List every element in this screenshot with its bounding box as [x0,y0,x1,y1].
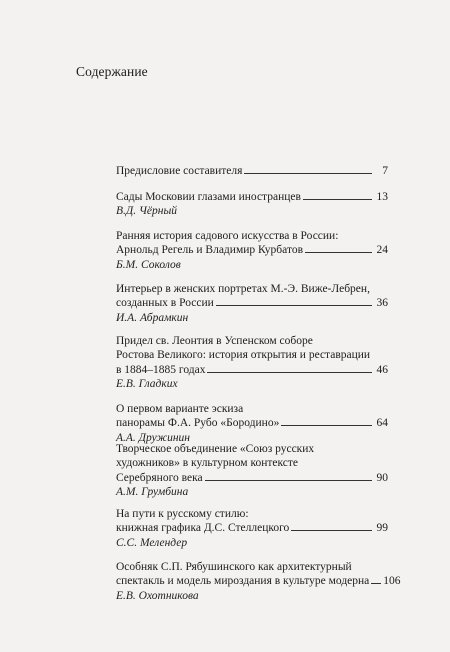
toc-entry-author: Е.В. Охотникова [116,589,199,602]
toc-entry-5 [116,402,388,445]
toc-heading: Содержание [76,64,148,79]
toc-entry-title-line [116,296,388,310]
toc-entry-title: Интерьер в женских портретах М.-Э. Виже-Лебрен, [116,283,370,295]
toc-entry-title: в 1884–1885 годах [116,363,206,376]
toc-entry-title: панорамы Ф.А. Рубо «Бородино» [116,417,280,430]
toc-entry-6 [116,442,388,500]
toc-entry-author: А.А. Дружинин [116,431,191,444]
toc-entry-title: Ранняя история садового искусства в России: [116,230,339,242]
toc-leader [207,372,372,373]
toc-page-number: 24 [376,244,388,257]
toc-entry-title: Арнольд Регель и Владимир Курбатов [116,244,304,257]
toc-leader [244,173,372,174]
toc-leader [371,583,381,584]
toc-entry-7 [116,507,388,550]
toc-entry-title: Особняк С.П. Рябушинского как архитектурный [116,561,352,573]
toc-page-number: 7 [382,165,388,177]
toc-entry-author: И.А. Абрамкин [116,311,189,324]
toc-page-number: 46 [376,363,388,376]
toc-entry-preface [116,164,388,178]
toc-leader [291,530,372,531]
toc-entry-title-line [116,363,388,377]
toc-page-number: 106 [383,575,401,588]
toc-entry-title-line [116,521,388,535]
toc-entry-title-line [116,190,388,204]
toc-page-number: 90 [376,471,388,484]
toc-entry-title-line [116,243,388,257]
toc-page-number: 64 [376,417,388,430]
toc-entry-title-line [116,416,388,430]
toc-entry-title: спектакль и модель мироздания в культуре модерна [116,575,370,588]
toc-entry-title: книжная графика Д.С. Стеллецкого [116,522,290,535]
toc-entry-title-line [116,471,388,485]
toc-entry-title: Предисловие составителя [116,165,243,177]
toc-entry-author: В.Д. Чёрный [116,205,177,218]
toc-leader [216,305,372,306]
toc-entry-2 [116,229,388,272]
toc-leader [281,425,372,426]
toc-page-number: 99 [376,522,388,535]
toc-entry-title: художников» в культурном контексте [116,457,299,470]
toc-leader [303,199,372,200]
toc-entry-title-line [116,164,388,178]
toc-entry-author: Б.М. Соколов [116,258,181,271]
toc-entry-title: О первом варианте эскиза [116,403,244,415]
toc-entry-title: На пути к русскому стилю: [116,508,249,520]
toc-entry-author: Е.В. Гладких [116,378,178,391]
toc-entry-4 [116,334,388,392]
toc-page-number: 13 [376,191,388,203]
toc-leader [305,252,372,253]
toc-entry-3 [116,282,388,325]
toc-entry-title: Серебряного века [116,471,203,484]
toc-entry-1 [116,190,388,219]
toc-entry-title: Творческое объединение «Союз русских [116,443,315,455]
toc-entry-author: С.С. Мелендер [116,536,188,549]
toc-entry-title: Ростова Великого: история открытия и реставрации [116,349,371,362]
toc-entry-author: А.М. Грумбина [116,486,189,499]
toc-leader [205,480,372,481]
toc-entry-title: Придел св. Леонтия в Успенском соборе [116,335,313,347]
toc-entry-title: созданных в России [116,297,214,310]
toc-entry-title-line [116,574,401,588]
toc-entry-title: Сады Московии глазами иностранцев [116,191,301,203]
toc-page-number: 36 [376,297,388,310]
toc-entry-8 [116,560,401,603]
